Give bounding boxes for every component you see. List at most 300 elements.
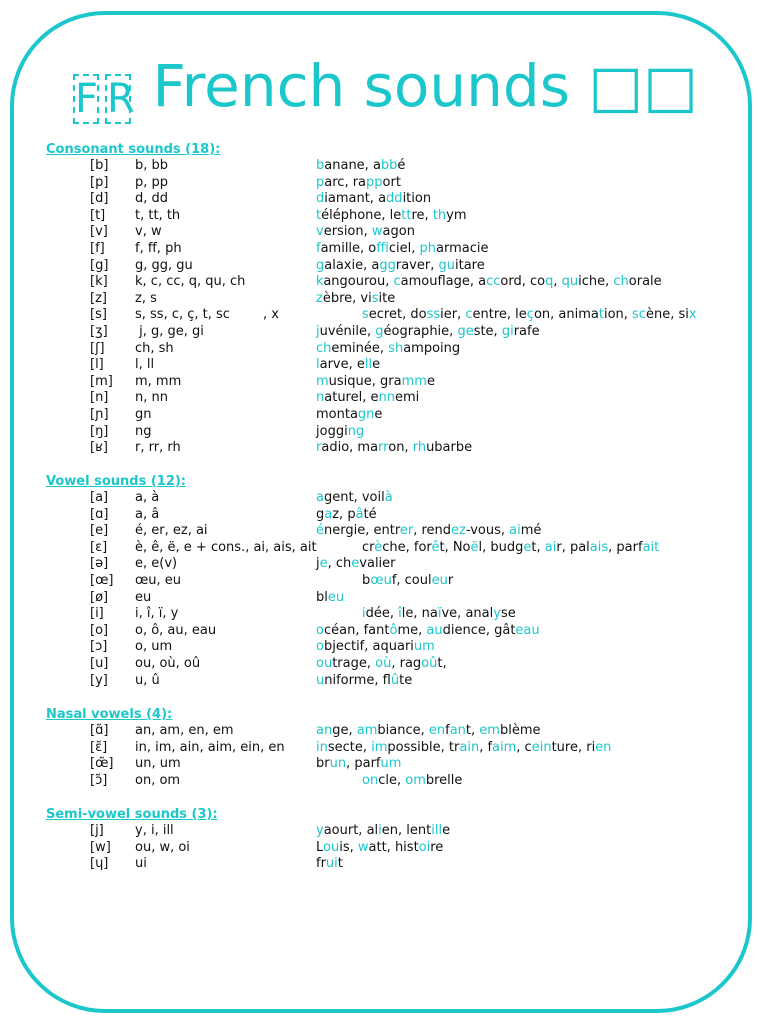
example-words [316, 324, 540, 341]
ipa-symbol: [ɔ] [90, 639, 108, 655]
spellings: v, w [135, 224, 162, 240]
example-words [316, 158, 405, 175]
sound-row [46, 224, 746, 241]
highlighted-letters: ng [347, 423, 365, 439]
example-text: armacie [435, 240, 489, 256]
example-text: brelle [425, 772, 463, 788]
example-text: itare [455, 257, 485, 273]
highlighted-letters: oû [421, 655, 438, 671]
sound-row [46, 673, 746, 690]
highlighted-letters: c [393, 274, 401, 290]
example-text: usique, gra [328, 373, 402, 389]
example-text: , parf [608, 539, 643, 555]
example-text: cle, [378, 772, 406, 788]
example-text: angourou, [323, 274, 394, 290]
example-text: j [316, 556, 320, 572]
highlighted-letters: û [390, 672, 400, 688]
highlighted-letters: w [371, 224, 383, 240]
highlighted-letters: i [362, 606, 366, 622]
example-words [316, 341, 460, 358]
example-text: té [363, 506, 377, 522]
example-text: le, na [401, 606, 438, 622]
example-text: arc, ra [324, 174, 367, 190]
sound-row [46, 540, 746, 557]
spellings: on, om [135, 772, 181, 788]
highlighted-letters: un [329, 756, 347, 772]
sound-row [46, 191, 746, 208]
ipa-symbol: [e] [90, 523, 109, 539]
highlighted-letters: em [479, 723, 500, 738]
spellings: g, gg, gu [135, 257, 193, 273]
example-text: éographie, [383, 323, 458, 339]
highlighted-letters: cc [486, 274, 501, 290]
highlighted-letters: ou [316, 655, 333, 671]
example-words [316, 291, 395, 308]
highlighted-letters: bb [380, 158, 398, 173]
example-text: iamant, a [324, 191, 387, 207]
highlighted-letters: a [324, 506, 333, 522]
example-text: e [442, 823, 451, 838]
ipa-symbol: [j] [90, 823, 104, 838]
page-title [0, 52, 768, 124]
spellings: z, s [135, 290, 157, 306]
sound-row [46, 424, 746, 441]
sound-row [46, 291, 746, 308]
example-text: en, lent [381, 823, 432, 838]
ipa-symbol: [ʃ] [90, 340, 105, 356]
highlighted-letters: an [316, 723, 333, 738]
example-words [316, 740, 611, 757]
highlighted-letters: gi [501, 323, 514, 339]
highlighted-letters: ais [589, 539, 609, 555]
example-text: t, No [439, 539, 471, 555]
example-text: z, p [332, 506, 356, 522]
highlighted-letters: ain [459, 739, 480, 755]
highlighted-letters: ait [642, 539, 660, 555]
highlighted-letters: ui [325, 856, 338, 872]
example-text: f [445, 723, 450, 738]
example-words [316, 590, 344, 607]
section-1 [46, 473, 746, 689]
highlighted-letters: rr [378, 440, 389, 456]
example-text: arve, e [319, 357, 365, 373]
highlighted-letters: ë [470, 539, 479, 555]
example-words [316, 856, 343, 873]
spellings: f, ff, ph [135, 240, 182, 256]
highlighted-letters: é [316, 523, 324, 539]
example-text: , c [516, 739, 532, 755]
spellings: t, tt, th [135, 207, 181, 223]
highlighted-letters: aim [492, 739, 517, 755]
ipa-symbol: [ʒ] [90, 323, 108, 339]
sound-row [46, 490, 746, 507]
example-text: biance, [377, 723, 429, 738]
sound-row [46, 241, 746, 258]
highlighted-letters: s [371, 290, 379, 306]
spellings: p, pp [135, 174, 169, 190]
example-text: joggi [316, 423, 348, 439]
ipa-symbol: [ʁ] [90, 440, 108, 456]
section-3 [46, 806, 746, 873]
example-text: ition [402, 191, 432, 207]
ipa-symbol: [ɛ] [90, 539, 108, 555]
spellings: u, û [135, 672, 160, 688]
highlighted-letters: ê [431, 539, 440, 555]
highlighted-letters: oi [418, 839, 431, 855]
highlighted-letters: p [316, 174, 325, 190]
example-text: amouflage, a [400, 274, 487, 290]
example-text: t, [465, 723, 480, 738]
ipa-symbol: [a] [90, 490, 109, 505]
highlighted-letters: v [316, 224, 324, 240]
example-text: cr [362, 539, 375, 555]
example-words [316, 374, 435, 391]
spellings: eu [135, 589, 152, 605]
highlighted-letters: g [316, 257, 325, 273]
highlighted-letters: mm [401, 373, 427, 389]
example-text: , f [479, 739, 493, 755]
ipa-symbol: [ɔ̃] [90, 772, 108, 788]
example-text: é [397, 158, 406, 173]
sound-row [46, 523, 746, 540]
highlighted-letters: om [405, 772, 426, 788]
spellings: œu, eu [135, 572, 182, 588]
highlighted-letters: ai [509, 523, 521, 539]
example-text: entre, le [472, 307, 527, 323]
highlighted-letters: ge [457, 323, 474, 339]
spellings: y, i, ill [135, 823, 174, 838]
example-text: , rend [413, 523, 452, 539]
highlighted-letters: tt [401, 207, 412, 223]
sound-row [46, 258, 746, 275]
ipa-symbol: [ŋ] [90, 423, 109, 439]
example-text: iciel, [388, 240, 420, 256]
example-text: ve, anal [441, 606, 494, 622]
spellings: r, rr, rh [135, 440, 181, 456]
example-words [316, 208, 467, 225]
spellings: j, g, ge, gi [135, 323, 204, 339]
spellings: ch, sh [135, 340, 174, 356]
highlighted-letters: gu [438, 257, 455, 273]
example-text: che, for [382, 539, 432, 555]
highlighted-letters: y [316, 823, 324, 838]
example-text: ge, [332, 723, 357, 738]
sound-row [46, 341, 746, 358]
sound-row [46, 623, 746, 640]
highlighted-letters: ss [426, 307, 441, 323]
example-text: orale [628, 274, 662, 290]
highlighted-letters: t [316, 207, 322, 223]
example-text: ier, [440, 307, 466, 323]
example-text: ord, co [500, 274, 546, 290]
ipa-symbol: [f] [90, 240, 105, 256]
sound-row [46, 639, 746, 656]
spellings: m, mm [135, 373, 182, 389]
example-text: ecret, do [368, 307, 427, 323]
highlighted-letters: l [316, 357, 320, 373]
highlighted-letters: où [375, 655, 392, 671]
ipa-symbol: [k] [90, 274, 108, 290]
sound-row [46, 773, 746, 790]
example-words [362, 606, 516, 623]
highlighted-letters: um [380, 756, 402, 772]
example-text: aourt, al [323, 823, 379, 838]
example-text: is, [339, 839, 358, 855]
example-text: trage, [332, 655, 376, 671]
sound-row [46, 840, 746, 857]
highlighted-letters: f [316, 240, 321, 256]
spellings: in, im, ain, aim, ein, en [135, 739, 285, 755]
highlighted-letters: w [357, 839, 369, 855]
highlighted-letters: gg [379, 257, 396, 273]
section-2 [46, 706, 746, 789]
example-text: att, hist [368, 839, 419, 855]
example-text: dience, gât [442, 622, 516, 638]
sound-row [46, 723, 746, 740]
example-text: ion, [603, 307, 633, 323]
example-text: éléphone, le [321, 207, 402, 223]
highlighted-letters: an [449, 723, 466, 738]
highlighted-letters: ill [431, 823, 443, 838]
highlighted-letters: è [374, 539, 383, 555]
ipa-symbol: [ɛ̃] [90, 739, 108, 755]
example-text: t [337, 856, 343, 872]
highlighted-letters: e [319, 556, 328, 572]
example-words [316, 424, 364, 441]
highlighted-letters: o [316, 622, 324, 638]
highlighted-letters: q [545, 274, 554, 290]
highlighted-letters: ou [323, 839, 340, 855]
highlighted-letters: r [316, 440, 322, 456]
example-words [316, 490, 393, 507]
example-text: blème [499, 723, 541, 738]
highlighted-letters: er [399, 523, 414, 539]
example-text: , [553, 274, 562, 290]
highlighted-letters: s [362, 307, 369, 323]
spellings: d, dd [135, 191, 169, 207]
flag-glyph-f: F [75, 76, 99, 122]
spellings: i, î, ï, y [135, 606, 179, 622]
sound-row [46, 324, 746, 341]
example-text: niforme, fl [324, 672, 391, 688]
example-text: ubarbe [426, 440, 473, 456]
highlighted-letters: on [362, 772, 379, 788]
example-text: mé [520, 523, 542, 539]
example-words [362, 773, 462, 790]
section-heading: Vowel sounds (12): [46, 474, 187, 489]
highlighted-letters: b [316, 158, 325, 173]
highlighted-letters: à [384, 490, 393, 505]
highlighted-letters: ez [451, 523, 466, 539]
highlighted-letters: pp [366, 174, 383, 190]
ipa-symbol: [m] [90, 373, 113, 389]
example-text: ste, [473, 323, 502, 339]
example-text: g [316, 506, 325, 522]
section-heading: Semi-vowel sounds (3): [46, 807, 218, 822]
highlighted-letters: m [316, 373, 329, 389]
example-text: -vous, [465, 523, 510, 539]
highlighted-letters: ff [376, 240, 389, 256]
spellings: gn [135, 406, 152, 422]
example-text: uvénile, [319, 323, 376, 339]
highlighted-letters: ein [531, 739, 552, 755]
sound-row [46, 175, 746, 192]
highlighted-letters: â [355, 506, 364, 522]
example-text: r [447, 572, 454, 588]
example-words [316, 840, 443, 857]
example-text: e [372, 357, 381, 373]
example-text: r, pal [556, 539, 590, 555]
ipa-symbol: [d] [90, 191, 109, 207]
flag-glyph-r: R [107, 76, 135, 122]
spellings: o, um [135, 639, 173, 655]
example-text: dée, [365, 606, 399, 622]
highlighted-letters: ai [544, 539, 557, 555]
example-text: adio, ma [321, 440, 379, 456]
highlighted-letters: eu [431, 572, 448, 588]
example-text: raver, [395, 257, 439, 273]
ipa-symbol: [w] [90, 839, 111, 855]
example-text: monta [316, 406, 358, 422]
example-text: fr [316, 856, 326, 872]
ipa-symbol: [œ] [90, 572, 114, 588]
sound-row [46, 507, 746, 524]
highlighted-letters: en [595, 739, 612, 755]
example-text: rafe [513, 323, 540, 339]
spellings: s, ss, c, ç, t, sc , x [135, 307, 279, 323]
example-words [316, 823, 450, 840]
sound-row [46, 573, 746, 590]
highlighted-letters: d [316, 191, 325, 207]
sound-row [46, 357, 746, 374]
highlighted-letters: k [316, 274, 324, 290]
ipa-symbol: [l] [90, 357, 104, 373]
example-text: re, [411, 207, 433, 223]
sound-row [46, 823, 746, 840]
example-text: anane, a [324, 158, 381, 173]
sound-row [46, 274, 746, 291]
example-text: ort [382, 174, 401, 190]
sound-row [46, 390, 746, 407]
highlighted-letters: dd [386, 191, 403, 207]
spellings: an, am, en, em [135, 723, 234, 738]
example-text: ym [446, 207, 467, 223]
ipa-symbol: [n] [90, 390, 109, 406]
ipa-symbol: [z] [90, 290, 107, 306]
spellings: l, ll [135, 357, 155, 373]
highlighted-letters: j [316, 323, 320, 339]
highlighted-letters: e [351, 556, 360, 572]
spellings: a, â [135, 506, 160, 522]
example-text: l, budg [478, 539, 524, 555]
sound-row [46, 656, 746, 673]
spellings: e, e(v) [135, 556, 178, 572]
sound-row [46, 606, 746, 623]
highlighted-letters: qu [561, 274, 579, 290]
ipa-symbol: [ɑ] [90, 506, 109, 522]
example-words [316, 523, 541, 540]
highlighted-letters: ll [364, 357, 373, 373]
example-text: br [316, 756, 330, 772]
example-text: te [399, 672, 413, 688]
example-words [362, 573, 453, 590]
highlighted-letters: ch [613, 274, 629, 290]
highlighted-letters: ph [419, 240, 436, 256]
ipa-symbol: [b] [90, 158, 109, 173]
spellings: a, à [135, 490, 160, 505]
example-text: ite [378, 290, 396, 306]
spellings: è, ê, ë, e + cons., ai, ais, ait [135, 539, 317, 555]
spellings: ou, w, oi [135, 839, 190, 855]
example-text: possible, tr [387, 739, 460, 755]
example-text: secte, [327, 739, 372, 755]
ipa-symbol: [v] [90, 224, 108, 240]
example-text: amille, o [320, 240, 377, 256]
highlighted-letters: t [598, 307, 604, 323]
sound-row [46, 740, 746, 757]
highlighted-letters: ï [437, 606, 442, 622]
example-words [316, 656, 447, 673]
section-0 [46, 141, 746, 457]
example-words [316, 556, 396, 573]
example-words [316, 756, 401, 773]
spellings: o, ô, au, eau [135, 622, 217, 638]
sound-row [46, 556, 746, 573]
section-heading: Nasal vowels (4): [46, 707, 173, 722]
sound-row [46, 374, 746, 391]
highlighted-letters: x [688, 307, 697, 323]
section-heading: Consonant sounds (18): [46, 142, 221, 157]
highlighted-letters: rh [412, 440, 427, 456]
title-suffix-glyphs: □□ [588, 52, 698, 120]
highlighted-letters: th [432, 207, 447, 223]
ipa-symbol: [œ̃] [90, 756, 114, 772]
example-text: , ch [327, 556, 352, 572]
highlighted-letters: e [523, 539, 532, 555]
highlighted-letters: eu [327, 589, 345, 605]
ipa-symbol: [ø] [90, 589, 109, 605]
example-text: e [426, 373, 435, 389]
spellings: ou, où, oû [135, 655, 201, 671]
example-words [316, 507, 377, 524]
example-text: se [500, 606, 516, 622]
example-text: emi [394, 390, 420, 406]
example-text: bjectif, aquari [323, 639, 414, 655]
example-words [316, 357, 380, 374]
example-text: gent, voil [323, 490, 385, 505]
example-text: me, [397, 622, 427, 638]
example-text: re [430, 839, 444, 855]
ipa-symbol: [i] [90, 606, 104, 622]
ipa-symbol: [ɥ] [90, 856, 109, 872]
sound-row [46, 590, 746, 607]
example-text: ène, si [645, 307, 689, 323]
example-words [316, 673, 412, 690]
example-words [362, 307, 697, 324]
example-text: e [374, 406, 383, 422]
highlighted-letters: o [316, 639, 324, 655]
ipa-symbol: [ɲ] [90, 406, 109, 422]
highlighted-letters: u [316, 672, 325, 688]
example-text: alaxie, a [324, 257, 380, 273]
highlighted-letters: a [316, 490, 324, 505]
example-words [316, 258, 485, 275]
sound-row [46, 407, 746, 424]
highlighted-letters: n [316, 390, 325, 406]
example-text: ampoing [403, 340, 461, 356]
highlighted-letters: ô [389, 622, 398, 638]
example-words [316, 175, 401, 192]
